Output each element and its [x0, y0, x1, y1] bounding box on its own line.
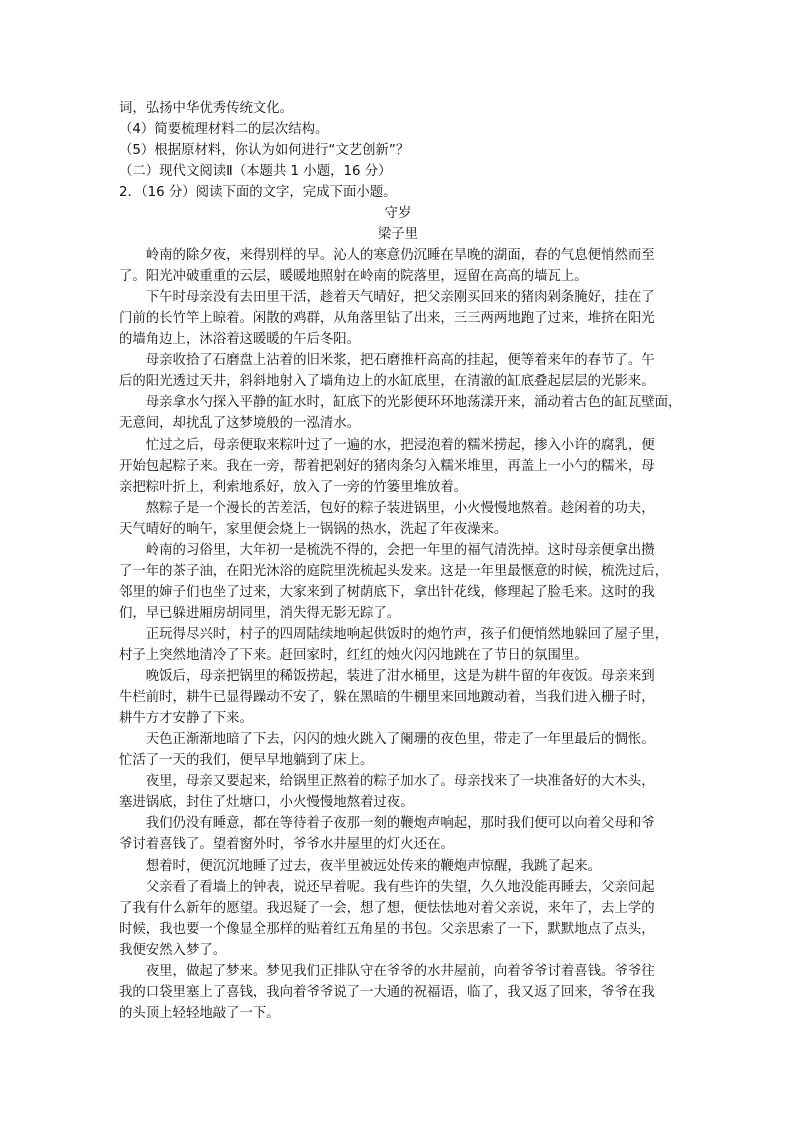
body-text-line: 牛栏前时，耕牛已显得躁动不安了，躲在黑暗的牛棚里来回地踱动着，当我们进入栅子时，	[119, 690, 655, 705]
body-text-line: 天气晴好的晌午，家里便会烧上一锅锅的热水，洗起了年夜澡来。	[119, 521, 508, 537]
body-text-line: 村子上突然地清冷了下来。赶回家时，红红的烛火闪闪地跳在了节日的氛围里。	[119, 648, 588, 663]
body-text-line: 我便安然入梦了。	[119, 942, 227, 958]
body-text-line: 我们仍没有睡意，都在等待着子夜那一刻的鞭炮声响起，那时我们便可以向着父母和爷	[119, 816, 655, 832]
body-text-line: 耕牛方才安静了下来。	[119, 711, 253, 727]
body-text-line: 了我有什么新年的愿望。我迟疑了一会，想了想，便怯怯地对着父亲说，来年了，去上学的	[119, 900, 655, 916]
question-heading: 2．（16 分）阅读下面的文字，完成下面小题。	[119, 185, 397, 200]
text-line: （二）现代文阅读Ⅱ（本题共 1 小题，16 分）	[119, 164, 392, 179]
body-text-line: 正玩得尽兴时，村子的四周陆续地响起供饭时的炮竹声，孩子们便悄然地躲回了屋子里，	[119, 626, 669, 642]
body-text-line: 的头顶上轻轻地敲了一下。	[119, 1005, 280, 1021]
text-line: （4）简要梳理材料二的层次结构。	[119, 122, 329, 137]
body-text-line: 我的口袋里塞上了喜钱，我向着爷爷说了一大通的祝福语，临了，我又返了回来，爷爷在我	[119, 984, 655, 1000]
body-text-line: 天色正渐渐地暗了下去，闪闪的烛火跳入了阑珊的夜色里，带走了一年里最后的惆怅。	[119, 732, 655, 748]
body-text-line: 的墙角边上，沐浴着这暖暖的午后冬阳。	[119, 332, 361, 348]
body-text-line: 后的阳光透过天井，斜斜地射入了墙角边上的水缸底里，在清澈的缸底叠起层层的光影来。	[119, 374, 655, 390]
body-text-line: 亲把粽叶折上，利索地系好，放入了一旁的竹篓里堆放着。	[119, 479, 468, 495]
body-text-line: 晚饭后，母亲把锅里的稀饭捞起，装进了泔水桶里，这是为耕牛留的年夜饭。母亲来到	[119, 669, 655, 684]
body-text-line: 母亲收拾了石磨盘上沾着的旧米浆，把石磨推杆高高的挂起，便等着来年的春节了。午	[119, 353, 655, 369]
body-text-line: 们，早已躲进厢房胡同里，消失得无影无踪了。	[119, 605, 401, 621]
body-text-line: 夜里，母亲又要起来，给锅里正熬着的粽子加水了。母亲找来了一块准备好的大木头，	[119, 774, 655, 790]
body-text-line: 父亲看了看墙上的钟表，说还早着呢。我有些许的失望，久久地没能再睡去，父亲问起	[119, 879, 655, 895]
body-text-line: 忙过之后，母亲便取来粽叶过了一遍的水，把浸泡着的糯米捞起，掺入小许的腐乳，便	[119, 437, 655, 453]
body-text-line: 开始包起粽子来。我在一旁，帮着把剁好的猪肉条匀入糯米堆里，再盖上一小勺的糯米，母	[119, 458, 655, 474]
article-author: 梁子里	[377, 227, 419, 242]
body-text-line: 邻里的婶子们也坐了过来，大家来到了树荫底下，拿出针花线，修理起了脸毛来。这时的我	[119, 584, 655, 600]
body-text-line: 忙活了一天的我们，便早早地躺到了床上。	[119, 753, 374, 769]
body-text-line: 想着时，便沉沉地睡了过去，夜半里被远处传来的鞭炮声惊醒，我跳了起来。	[119, 858, 602, 874]
article-title: 守岁	[384, 206, 412, 221]
body-text-line: 下午时母亲没有去田里干活，趁着天气晴好，把父亲刚买回来的猪肉剁条腌好，挂在了	[119, 290, 655, 306]
body-text-line: 爷讨着喜钱了。望着窗外时，爷爷水井屋里的灯火还在。	[119, 837, 454, 853]
body-text-line: 时候，我也要一个像显全那样的贴着红五角星的书包。父亲思索了一下，默默地点了点头，	[119, 921, 655, 937]
body-text-line: 母亲拿水勺探入平静的缸水时，缸底下的光影便环环地荡漾开来，涌动着古色的缸瓦壁面，	[119, 395, 682, 411]
body-text-line: 熬粽子是一个漫长的苦差活，包好的粽子装进锅里，小火慢慢地熬着。趁闲着的功夫，	[119, 500, 655, 516]
body-text-line: 岭南的习俗里，大年初一是梳洗不得的，会把一年里的福气清洗掉。这时母亲便拿出攒	[119, 542, 655, 558]
body-text-line: 了一年的茶子油，在阳光沐浴的庭院里洗梳起头发来。这是一年里最惬意的时候，梳洗过后，	[119, 563, 669, 579]
body-text-line: 岭南的除夕夜，来得别样的早。沁人的寒意仍沉睡在旱晚的湖面，春的气息便悄然而至	[119, 248, 655, 263]
body-text-line: 塞进锅底，封住了灶塘口，小火慢慢地熬着过夜。	[119, 795, 414, 811]
body-text-line: 门前的长竹竿上晾着。闲散的鸡群，从角落里钻了出来，三三两两地跑了过来，堆挤在阳光	[119, 311, 655, 327]
text-line: 词，弘扬中华优秀传统文化。	[119, 101, 294, 116]
body-text-line: 了。阳光冲破重重的云层，暖暖地照射在岭南的院落里，逗留在高高的墙瓦上。	[119, 269, 588, 285]
body-text-line: 无意间，却扰乱了这梦境般的一泓清水。	[119, 416, 361, 432]
body-text-line: 夜里，做起了梦来。梦见我们正排队守在爷爷的水井屋前，向着爷爷讨着喜钱。爷爷往	[119, 963, 655, 979]
text-line: （5）根据原材料，你认为如何进行“文艺创新”？	[119, 143, 410, 158]
